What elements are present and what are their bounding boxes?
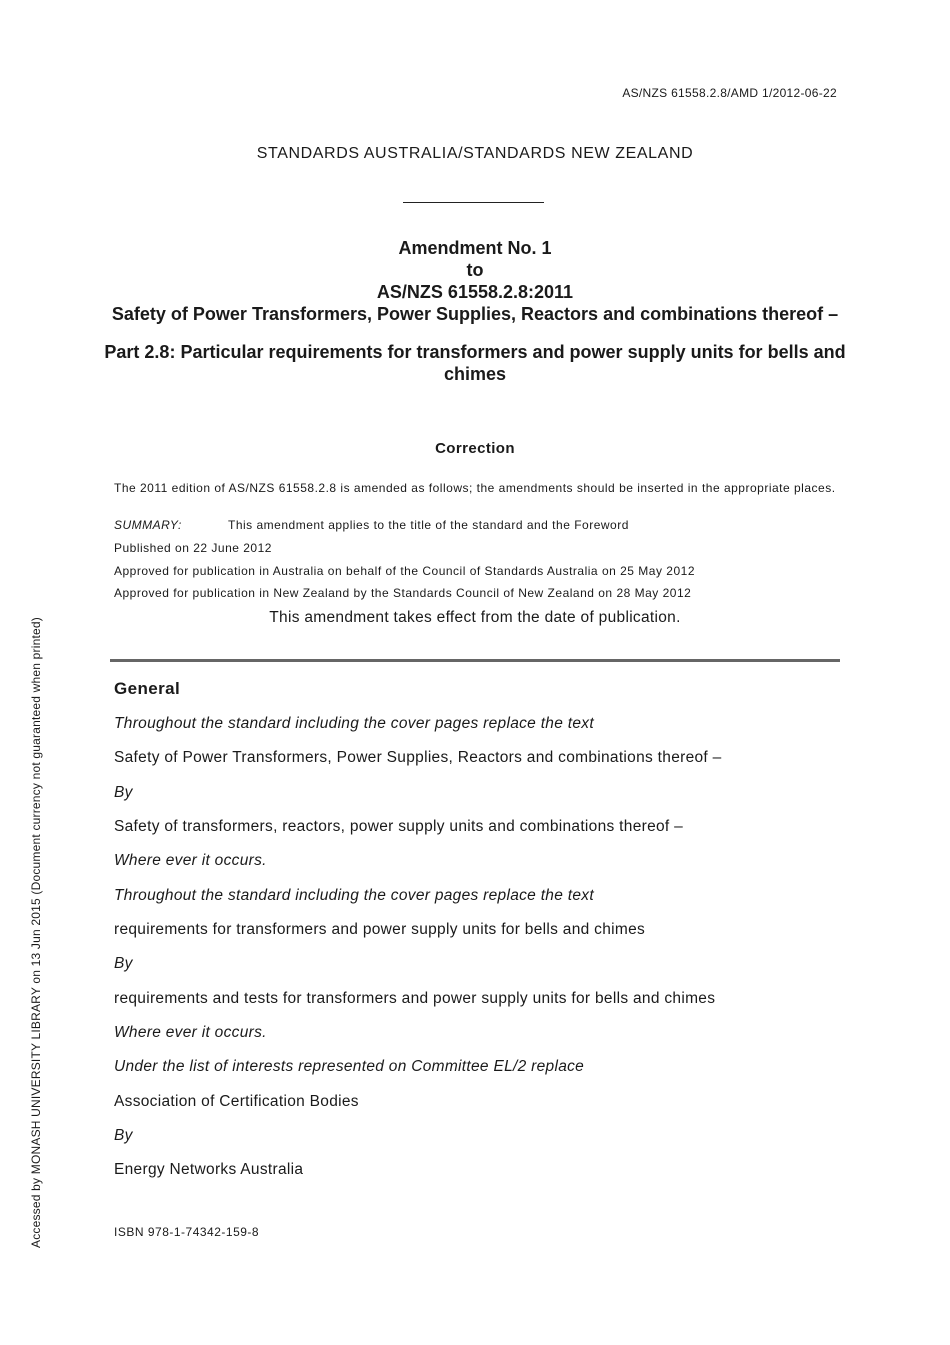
new-text-line: Safety of transformers, reactors, power supply units and combinations thereof – xyxy=(114,818,684,835)
document-reference: AS/NZS 61558.2.8/AMD 1/2012-06-22 xyxy=(622,86,837,100)
old-text-line: Safety of Power Transformers, Power Supplies, Reactors and combinations thereof – xyxy=(114,749,722,766)
intro-paragraph: The 2011 edition of AS/NZS 61558.2.8 is amended as follows; the amendments should be inserted in the appropriate places. xyxy=(114,481,836,495)
header-divider xyxy=(403,202,544,203)
instruction-line: Throughout the standard including the cover pages replace the text xyxy=(114,715,594,732)
approved-australia-line: Approved for publication in Australia on behalf of the Council of Standards Australia on 25 May 2012 xyxy=(114,564,696,578)
occurrence-line: Where ever it occurs. xyxy=(114,1024,267,1041)
isbn: ISBN 978-1-74342-159-8 xyxy=(114,1225,260,1239)
title-line-amendment: Amendment No. 1 xyxy=(398,238,552,258)
title-line-to: to xyxy=(466,260,484,280)
section-divider xyxy=(110,659,840,662)
amendment-title xyxy=(100,237,850,385)
instruction-line: Under the list of interests represented on Committee EL/2 replace xyxy=(114,1058,585,1075)
title-line-standard: AS/NZS 61558.2.8:2011 xyxy=(376,282,574,302)
title-gap xyxy=(100,325,850,341)
summary-line xyxy=(114,518,629,532)
new-text-line: Energy Networks Australia xyxy=(114,1161,304,1178)
access-watermark: Accessed by MONASH UNIVERSITY LIBRARY on 13 Jun 2015 (Document currency not guaranteed when printed) xyxy=(29,617,43,1248)
instruction-line: Throughout the standard including the cover pages replace the text xyxy=(114,887,594,904)
correction-heading: Correction xyxy=(435,440,515,457)
published-line: Published on 22 June 2012 xyxy=(114,541,272,555)
title-line-subject: Safety of Power Transformers, Power Supplies, Reactors and combinations thereof – xyxy=(111,304,839,324)
old-text-line: Association of Certification Bodies xyxy=(114,1093,359,1110)
by-line: By xyxy=(114,1127,133,1144)
summary-text: This amendment applies to the title of the standard and the Foreword xyxy=(228,518,629,532)
old-text-line: requirements for transformers and power supply units for bells and chimes xyxy=(114,921,646,938)
summary-label: SUMMARY: xyxy=(114,518,182,532)
effect-statement: This amendment takes effect from the date of publication. xyxy=(269,609,681,626)
new-text-line: requirements and tests for transformers and power supply units for bells and chimes xyxy=(114,990,716,1007)
organisation-heading: STANDARDS AUSTRALIA/STANDARDS NEW ZEALAND xyxy=(256,145,694,162)
occurrence-line: Where ever it occurs. xyxy=(114,852,267,869)
general-heading: General xyxy=(114,679,181,698)
by-line: By xyxy=(114,955,133,972)
title-line-part: Part 2.8: Particular requirements for transformers and power supply units for bells and chimes xyxy=(104,342,846,384)
approved-new-zealand-line: Approved for publication in New Zealand by the Standards Council of New Zealand on 28 May 2012 xyxy=(114,586,692,600)
by-line: By xyxy=(114,784,133,801)
